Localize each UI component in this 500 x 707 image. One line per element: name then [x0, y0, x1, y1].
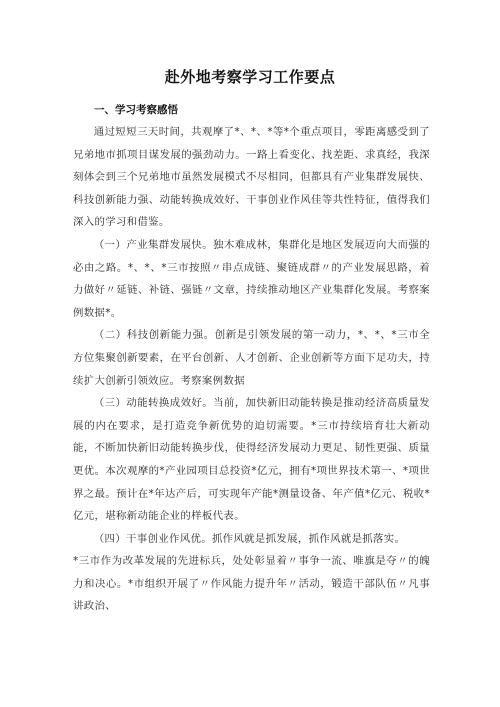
paragraph-tech-innovation: （二）科技创新能力强。创新是引领发展的第一动力，*、*、*三市全方位集聚创新要素，在平台创新、人才创新、企业创新等方面下足功夫，持续扩大创新引领效应。考察案例数据 [73, 329, 430, 387]
paragraph-momentum-conversion: （三）动能转换成效好。当前，加快新旧动能转换是推动经济高质量发展的内在要求，是打造竞争新优势的迫切需要。*三市持续培育壮大新动能，不断加快新旧动能转换步伐，使得经济发展动力更足、韧性更强、质量更优。本次观摩的*产业园项目总投资*亿元，拥有*项世界技术第一、*项世界之最。预计在*年达产后，可实现年产能*测量设备、年产值*亿元、税收*亿元，堪称新动能企业的样板代表。 [73, 397, 430, 523]
document-body [73, 121, 430, 618]
section-heading: 一、学习考察感悟 [94, 104, 178, 116]
paragraph-industry-cluster: （一）产业集群发展快。独木难成林，集群化是地区发展迈向大而强的必由之路。*、*、*三市按照〃串点成链、聚链成群〃的产业发展思路，着力做好〃延链、补链、强链〃文章，持续推动地区产业集群化发展。考察案例数据*。 [73, 238, 430, 319]
paragraph-work-style-detail: *三市作为改革发展的先进标兵，处处彰显着〃事争一流、唯旗是夺〃的魄力和决心。*市组织开展了〃作风能力提升年〃活动，锻造干部队伍〃凡事讲政治、 [73, 555, 430, 613]
paragraph-intro: 通过短短三天时间，共观摩了*、*、*等*个重点项目，零距离感受到了兄弟地市抓项目谋发展的强劲动力。一路上看变化、找差距、求真经，我深刻体会到三个兄弟地市虽然发展模式不尽相同，但都具有产业集群发展快、科技创新能力强、动能转换成效好、干事创业作风佳等共性特征，值得我们深入的学习和借鉴。 [73, 126, 430, 229]
page-title: 赴外地考察学习工作要点 [164, 68, 336, 86]
paragraph-work-style: （四）干事创业作风优。抓作风就是抓发展，抓作风就是抓落实。 [93, 532, 406, 545]
